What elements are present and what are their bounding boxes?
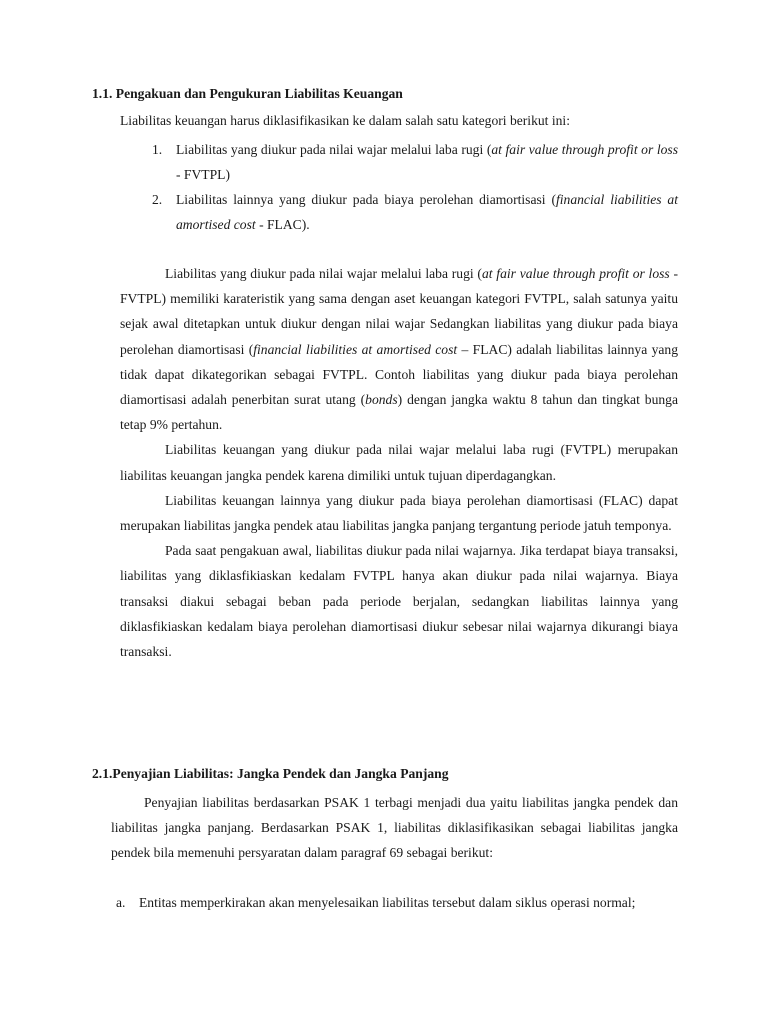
section-intro: Liabilitas keuangan harus diklasifikasikan ke dalam salah satu kategori berikut ini: <box>120 113 570 128</box>
section-body <box>120 261 678 664</box>
list-number: 1. <box>152 142 163 157</box>
section-heading: 1.1. Pengakuan dan Pengukuran Liabilitas Keuangan <box>92 86 403 101</box>
list-letter: a. <box>116 895 126 910</box>
list-text: Liabilitas lainnya yang diukur pada biaya perolehan diamortisasi (financial liabilities at amortised cost - FLAC). <box>176 192 679 232</box>
list-number: 2. <box>152 192 163 207</box>
section-heading: 2.1.Penyajian Liabilitas: Jangka Pendek dan Jangka Panjang <box>92 766 449 781</box>
paragraph: Penyajian liabilitas berdasarkan PSAK 1 terbagi menjadi dua yaitu liabilitas jangka pendek dan liabilitas jangka panjang. Berdasarkan PSAK 1, liabilitas diklasifikasikan sebagai liabilitas jangka pendek bila memenuhi persyaratan dalam paragraf 69 sebagai berikut: <box>111 795 678 861</box>
list-text: Entitas memperkirakan akan menyelesaikan liabilitas tersebut dalam siklus operasi normal; <box>139 895 636 910</box>
paragraph: Liabilitas keuangan lainnya yang diukur pada biaya perolehan diamortisasi (FLAC) dapat merupakan liabilitas jangka pendek atau liabilitas jangka panjang tergantung periode jatuh temponya. <box>120 492 678 534</box>
paragraph: Liabilitas keuangan yang diukur pada nilai wajar melalui laba rugi (FVTPL) merupakan liabilitas keuangan jangka pendek karena dimiliki untuk tujuan diperdagangkan. <box>120 442 678 483</box>
list-text: Liabilitas yang diukur pada nilai wajar melalui laba rugi (at fair value through profit or loss - FVTPL) <box>176 142 679 182</box>
paragraph: Liabilitas yang diukur pada nilai wajar melalui laba rugi (at fair value through profit or loss - FVTPL) memiliki karateristik yang sama dengan aset keuangan kategori FVTPL, salah satunya yaitu sejak awal ditetapkan untuk diukur dengan nilai wajar Sedangkan liabilitas yang diukur pada biaya perolehan diamortisasi (financial liabilities at amortised cost – FLAC) adalah liabilitas lainnya yang tidak dapat dikategorikan sebagai FVTPL. Contoh liabilitas yang diukur pada biaya perolehan diamortisasi adalah penerbitan surat utang (bonds) dengan jangka waktu 8 tahun dan tingkat bunga tetap 9% pertahun. <box>120 266 679 433</box>
section-body <box>111 790 678 866</box>
paragraph: Pada saat pengakuan awal, liabilitas diukur pada nilai wajarnya. Jika terdapat biaya transaksi, liabilitas yang diklasfikiaskan kedalam FVTPL hanya akan diukur pada nilai wajarnya. Biaya transaksi diakui sebagai beban pada periode berjalan, sedangkan liabilitas lainnya yang diklasfikiaskan kedalam biaya perolehan diamortisasi diukur sebesar nilai wajarnya dikurangi biaya transaksi. <box>120 543 678 660</box>
